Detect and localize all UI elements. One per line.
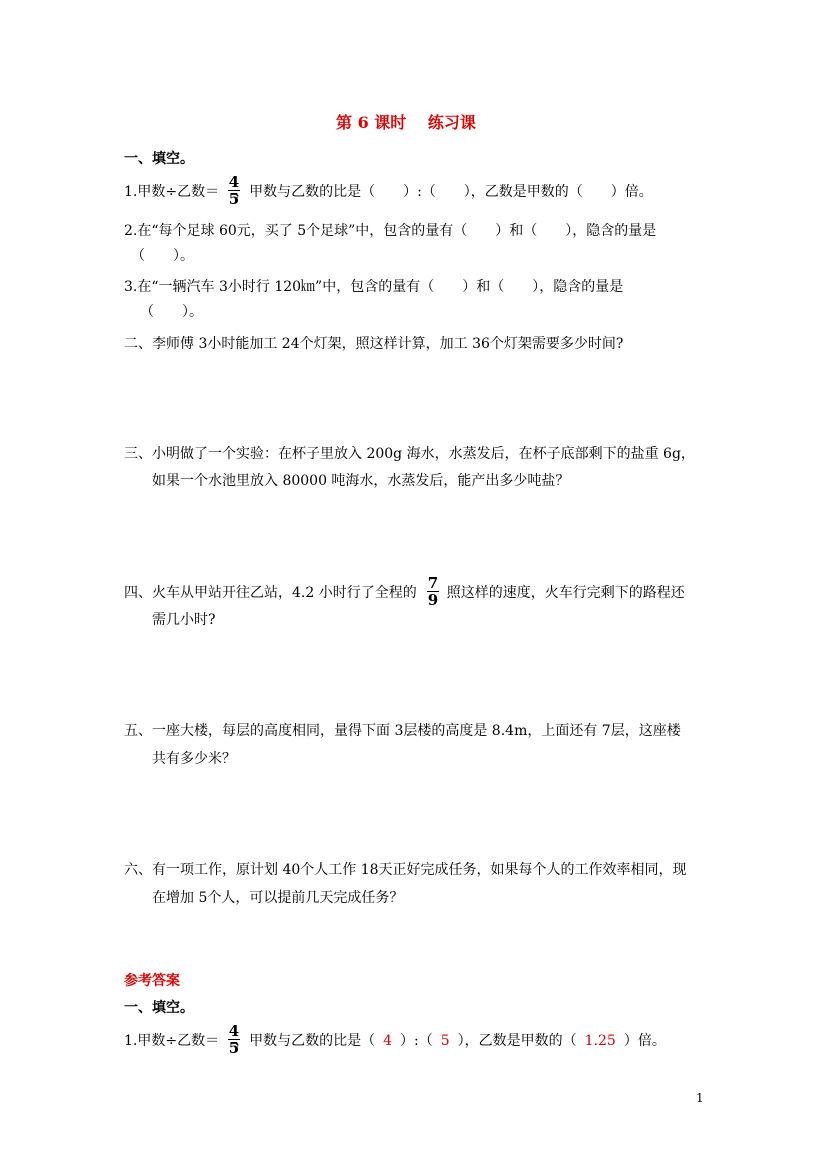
q1-fraction-numerator: 4 bbox=[228, 173, 240, 191]
a1-fraction-denominator: 5 bbox=[228, 1039, 240, 1057]
a1-answer-1: 4 bbox=[383, 1033, 393, 1049]
question-3-line2: 如果一个水池里放入 80000 吨海水，水蒸发后，能产出多少吨盐？ bbox=[152, 473, 570, 489]
page-title: 第 6 课时 练习课 bbox=[336, 113, 476, 132]
q4-prefix: 四、火车从甲站开往乙站，4.2 小时行了全程的 bbox=[124, 585, 417, 601]
a1-answer-3: 1.25 bbox=[584, 1033, 616, 1049]
answers-section-1-heading: 一、填空。 bbox=[124, 1000, 194, 1016]
question-1-3-line2: （ ）。 bbox=[140, 304, 203, 320]
a1-prefix: 1.甲数÷乙数＝ bbox=[124, 1033, 220, 1049]
a1-fraction bbox=[228, 1023, 240, 1056]
section-1-heading: 一、填空。 bbox=[124, 151, 194, 167]
question-4-line1 bbox=[124, 583, 685, 603]
a1-mid3: ），乙数是甲数的（ bbox=[457, 1033, 577, 1049]
q4-fraction bbox=[427, 575, 439, 608]
question-5-line1: 五、一座大楼，每层的高度相同，量得下面 3层楼的高度是 8.4m，上面还有 7层，这座楼 bbox=[124, 723, 681, 739]
q4-suffix: ，照这样的速度，火车行完剩下的路程还 bbox=[432, 585, 685, 601]
question-3-line1: 三、小明做了一个实验：在杯子里放入 200g 海水，水蒸发后，在杯子底部剩下的盐重 6g， bbox=[124, 446, 695, 462]
q4-fraction-numerator: 7 bbox=[427, 574, 439, 592]
question-1-2-line1: 2.在“每个足球 60元，买了 5个足球”中，包含的量有（ ）和（ ），隐含的量是 bbox=[124, 223, 657, 239]
question-1-1 bbox=[124, 182, 653, 202]
question-2: 二、李师傅 3小时能加工 24个灯架，照这样计算，加工 36个灯架需要多少时间? bbox=[124, 336, 624, 352]
page-number: 1 bbox=[696, 1091, 704, 1105]
q1-fraction-denominator: 5 bbox=[228, 190, 240, 208]
answers-heading: 参考答案 bbox=[124, 973, 180, 989]
q1-suffix: ，甲数与乙数的比是（ ）:（ ），乙数是甲数的（ ）倍。 bbox=[235, 184, 653, 200]
a1-end: ）倍。 bbox=[623, 1033, 666, 1049]
question-5-line2: 共有多少米？ bbox=[152, 751, 236, 767]
a1-mid1: ，甲数与乙数的比是（ bbox=[235, 1033, 376, 1049]
question-1-3-line1: 3.在“一辆汽车 3小时行 120㎞”中，包含的量有（ ）和（ ），隐含的量是 bbox=[124, 279, 624, 295]
question-6-line2: 在增加 5个人，可以提前几天完成任务？ bbox=[152, 890, 404, 906]
question-6-line1: 六、有一项工作，原计划 40个人工作 18天正好完成任务，如果每个人的工作效率相同，现 bbox=[124, 862, 687, 878]
q1-fraction bbox=[228, 174, 240, 207]
question-4-line2: 需几小时? bbox=[152, 612, 216, 628]
a1-mid2: ）:（ bbox=[400, 1033, 433, 1049]
q4-fraction-denominator: 9 bbox=[427, 591, 439, 609]
q1-prefix: 1.甲数÷乙数＝ bbox=[124, 184, 220, 200]
question-1-2-line2: （ ）。 bbox=[131, 248, 194, 264]
a1-answer-2: 5 bbox=[440, 1033, 450, 1049]
answer-1-1 bbox=[124, 1031, 666, 1051]
a1-fraction-numerator: 4 bbox=[228, 1022, 240, 1040]
